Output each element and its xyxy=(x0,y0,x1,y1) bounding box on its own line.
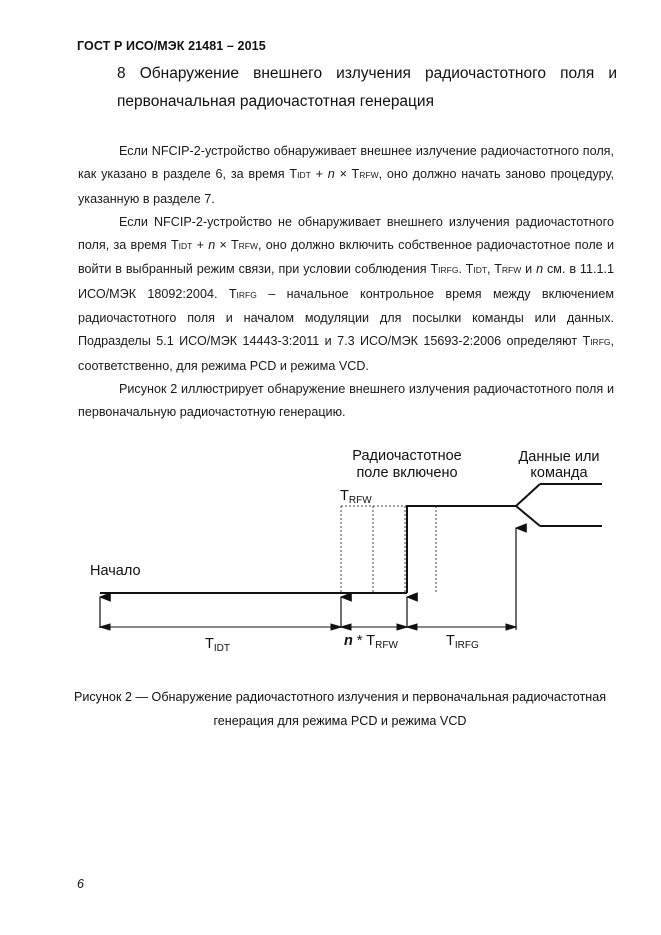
document-header: ГОСТ Р ИСО/МЭК 21481 – 2015 xyxy=(77,39,266,53)
p2-sub-idt-2: IDT xyxy=(473,265,488,276)
p2-text-j: , соответственно, для режима PCD и режима VCD. xyxy=(78,334,614,373)
n-trfw-n: n xyxy=(344,633,353,649)
tirfg-sub: IRFG xyxy=(454,640,479,651)
p2-sub-irfg-1: IRFG xyxy=(438,265,459,276)
p1-sub-idt: IDT xyxy=(297,170,311,181)
section-title xyxy=(117,60,617,116)
trfw-top-label xyxy=(340,488,372,506)
p2-sub-rfw-2: RFW xyxy=(501,265,522,276)
n-trfw-label xyxy=(344,633,398,651)
p1-text-d: , оно должно начать заново процедуру, указанную в разделе 7. xyxy=(78,167,614,206)
event-markers xyxy=(100,528,516,630)
figure-caption-line-1: Рисунок 2 — Обнаружение радиочастотного излучения и первоначальная радиочастотная xyxy=(73,690,607,704)
rf-on-label-line-1: Радиочастотное xyxy=(352,448,462,464)
p2-sub-irfg-3: IRFG xyxy=(590,337,611,348)
n-trfw-star: * T xyxy=(352,633,376,649)
tidt-sub: IDT xyxy=(213,643,230,654)
rfw-dashed-windows xyxy=(341,506,436,593)
p2-text-c: × T xyxy=(215,238,239,253)
paragraph-3: Рисунок 2 иллюстрирует обнаружение внешнего излучения радиочастотного поля и первоначальную радиочастотную генерацию. xyxy=(78,381,614,420)
figure-caption xyxy=(40,685,640,733)
dimension-line xyxy=(100,624,516,630)
tirfg-main: T xyxy=(446,633,455,649)
p2-sub-idt: IDT xyxy=(178,241,193,252)
data-command-fork xyxy=(516,484,602,526)
p2-text-b: + xyxy=(192,238,209,253)
tidt-main: T xyxy=(205,636,214,652)
p2-text-h: см. в 11.1.1 ИСО/МЭК 18092:2004. T xyxy=(78,262,614,301)
p2-text-g: и xyxy=(521,262,537,277)
p2-sub-rfw: RFW xyxy=(238,241,258,252)
trfw-top-main: T xyxy=(340,488,349,504)
p2-text-i: – начальное контрольное время между включением радиочастотного поля и началом модуляции для посылки команды или данных. Подразделы 5.1 ИСО/МЭК 14443-3:2011 и 7.3 ИСО/МЭК 15693-2:2006 определяют T xyxy=(78,286,614,349)
paragraph-1 xyxy=(78,140,614,211)
timing-diagram xyxy=(0,440,661,680)
start-label: Начало xyxy=(90,563,141,579)
p2-text-d: , оно должно включить собственное радиочастотное поле и войти в выбранный режим связи, при условии соблюдения T xyxy=(78,238,614,277)
p1-sub-rfw: RFW xyxy=(359,170,379,181)
p2-text-e: . T xyxy=(458,262,474,277)
p2-sub-irfg-2: IRFG xyxy=(236,289,257,300)
page-number: 6 xyxy=(77,877,84,891)
tirfg-label xyxy=(446,633,479,651)
rf-on-signal xyxy=(407,506,516,593)
data-label-line-2: команда xyxy=(530,465,588,481)
body-text xyxy=(78,140,614,425)
p1-n: n xyxy=(327,167,335,182)
paragraph-2 xyxy=(78,211,614,378)
n-trfw-sub: RFW xyxy=(375,640,398,651)
p1-text-c: × T xyxy=(334,167,360,182)
trfw-top-sub: RFW xyxy=(348,495,372,506)
p2-n-2: n xyxy=(536,262,544,277)
rf-on-label-line-2: поле включено xyxy=(356,465,458,481)
p1-text-a: Если NFCIP-2-устройство обнаруживает внешнее излучение радиочастотного поля, как указано в разделе 6, за время T xyxy=(78,144,614,182)
p2-text-f: , T xyxy=(487,262,502,277)
p2-n: n xyxy=(208,238,216,253)
tidt-label xyxy=(205,636,230,654)
figure-caption-line-2: генерация для режима PCD и режима VCD xyxy=(213,714,467,728)
data-label-line-1: Данные или xyxy=(518,449,600,465)
p2-text-a: Если NFCIP-2-устройство не обнаруживает внешнего излучения радиочастотного поля, за время T xyxy=(78,214,614,253)
p1-text-b: + xyxy=(310,167,328,182)
section-title-line-2: первоначальная радиочастотная генерация xyxy=(117,93,434,110)
section-title-line-1: 8 Обнаружение внешнего излучения радиочастотного поля и xyxy=(117,65,617,82)
